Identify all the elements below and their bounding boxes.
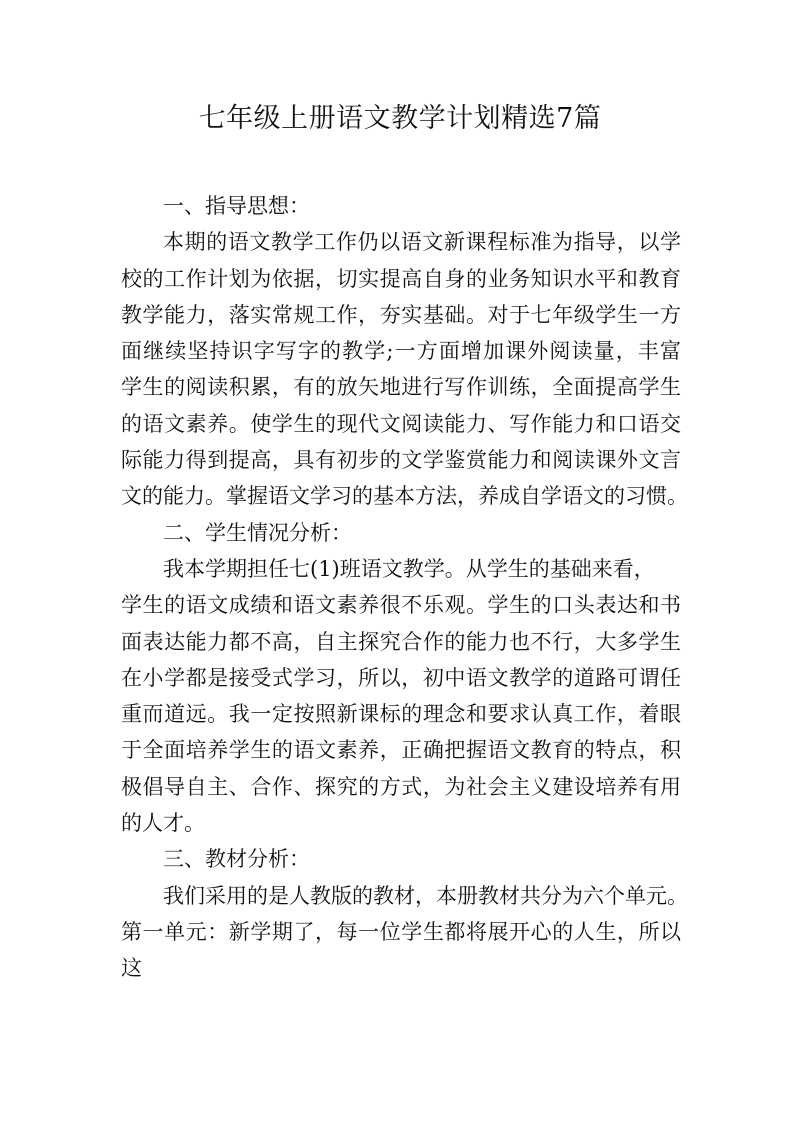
paragraph-line: 极倡导自主、合作、探究的方式，为社会主义建设培养有用: [121, 774, 681, 799]
paragraph-line: 面继续坚持识字写字的教学;一方面增加课外阅读量，丰富: [121, 339, 681, 364]
paragraph-line: 学生的阅读积累，有的放矢地进行写作训练，全面提高学生: [121, 375, 681, 400]
paragraph-line: 教学能力，落实常规工作，夯实基础。对于七年级学生一方: [121, 302, 681, 327]
document-body: [121, 188, 688, 987]
paragraph-line: 面表达能力都不高，自主探究合作的能力也不行，大多学生: [121, 629, 681, 654]
paragraph-line: 在小学都是接受式学习，所以，初中语文教学的道路可谓任: [121, 665, 681, 690]
paragraph-line: 文的能力。掌握语文学习的基本方法，养成自学语文的习惯。: [121, 484, 688, 509]
paragraph-line: 我们采用的是人教版的教材，本册教材共分为六个单元。: [163, 883, 688, 908]
section-heading-textbook-analysis: 三、教材分析：: [163, 847, 310, 872]
section-heading-guiding-thought: 一、指导思想：: [163, 194, 310, 218]
section-heading-student-analysis: 二、学生情况分析：: [163, 520, 352, 545]
paragraph-line: 这: [121, 956, 142, 981]
paragraph-line: 于全面培养学生的语文素养，正确把握语文教育的特点，积: [121, 738, 681, 763]
paragraph-line: 的语文素养。使学生的现代文阅读能力、写作能力和口语交: [121, 411, 681, 436]
paragraph-line: 学生的语文成绩和语文素养很不乐观。学生的口头表达和书: [121, 593, 681, 618]
paragraph-line: 我本学期担任七(1)班语文教学。从学生的基础来看，: [163, 556, 655, 581]
paragraph-line: 第一单元：新学期了，每一位学生都将展开心的人生，所以: [121, 919, 681, 944]
paragraph-line: 的人才。: [121, 811, 205, 836]
document-title: 七年级上册语文教学计划精选7篇: [198, 103, 602, 134]
paragraph-line: 本期的语文教学工作仍以语文新课程标准为指导，以学: [163, 230, 681, 255]
paragraph-line: 际能力得到提高，具有初步的文学鉴赏能力和阅读课外文言: [121, 448, 681, 473]
paragraph-line: 校的工作计划为依据，切实提高自身的业务知识水平和教育: [121, 266, 681, 291]
paragraph-line: 重而道远。我一定按照新课标的理念和要求认真工作，着眼: [121, 702, 681, 727]
